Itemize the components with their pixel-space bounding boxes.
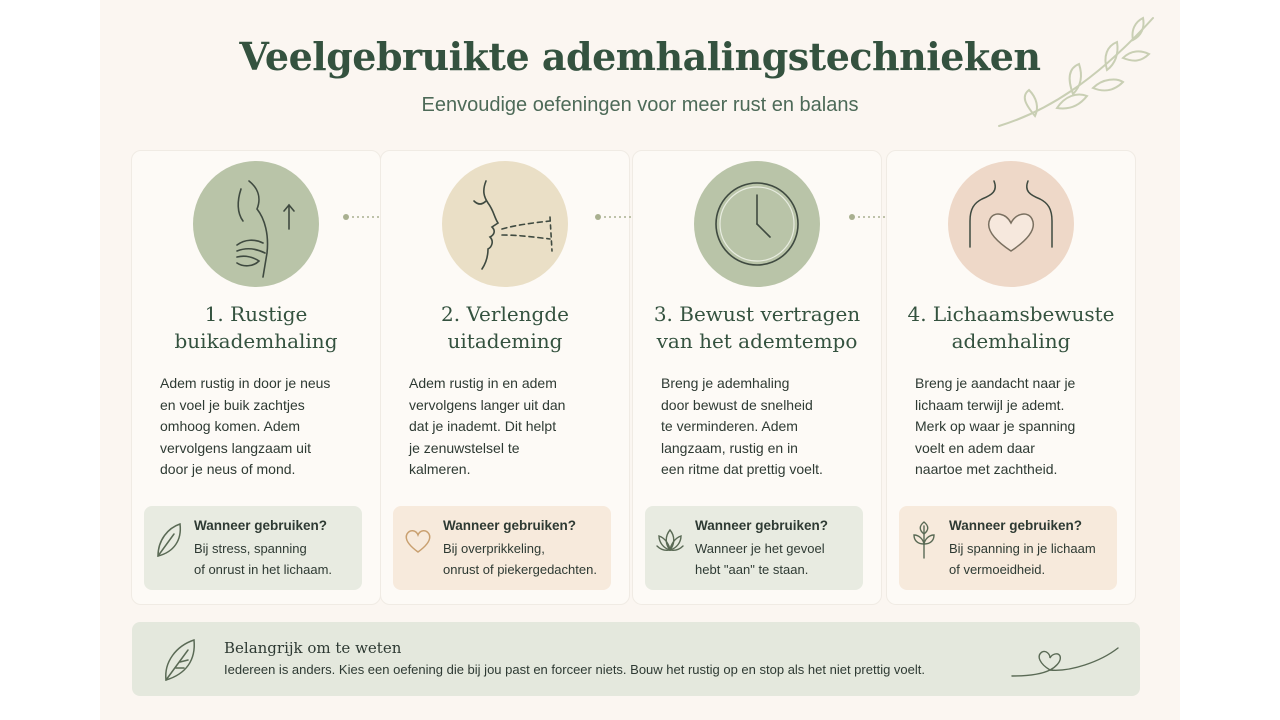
when-title: Wanneer gebruiken? xyxy=(194,518,328,533)
heart-icon xyxy=(403,520,433,560)
body-heart-icon xyxy=(948,161,1074,287)
when-title: Wanneer gebruiken? xyxy=(695,518,829,533)
leaf-branch-icon xyxy=(995,12,1160,132)
card-title: 1. Rustige buikademhaling xyxy=(174,302,338,353)
when-to-use-box xyxy=(899,506,1117,590)
when-title: Wanneer gebruiken? xyxy=(443,518,577,533)
when-text: Bij overprikkeling, onrust of piekergedachten. xyxy=(443,541,597,577)
when-title: Wanneer gebruiken? xyxy=(949,518,1083,533)
leaf-icon xyxy=(154,520,184,560)
card-title: 3. Bewust vertragen van het ademtempo xyxy=(653,302,861,353)
when-text: Wanneer je het gevoel hebt "aan" te staan. xyxy=(695,541,825,577)
card-description: Breng je aandacht naar je lichaam terwijl je ademt. Merk op waar je spanning voelt en adem daar naartoe met zachtheid. xyxy=(915,375,1076,477)
important-note xyxy=(132,622,1140,696)
exhale-face-icon xyxy=(442,161,568,287)
card-description: Breng je ademhaling door bewust de snelheid te verminderen. Adem langzaam, rustig en in een ritme dat prettig voelt. xyxy=(661,375,823,477)
technique-card-3 xyxy=(632,150,882,605)
card-description: Adem rustig in door je neus en voel je buik zachtjes omhoog komen. Adem vervolgens langzaam uit door je neus of mond. xyxy=(160,375,331,477)
when-to-use-box xyxy=(144,506,362,590)
when-to-use-box xyxy=(393,506,611,590)
card-title: 2. Verlengde uitademing xyxy=(441,302,569,353)
sprout-icon xyxy=(909,520,939,560)
belly-breathing-icon xyxy=(193,161,319,287)
note-title: Belangrijk om te weten xyxy=(224,639,402,657)
when-to-use-box xyxy=(645,506,863,590)
card-title: 4. Lichaamsbewuste ademhaling xyxy=(907,302,1115,353)
heart-line-icon xyxy=(1010,642,1122,682)
card-description: Adem rustig in en adem vervolgens langer uit dan dat je inademt. Dit helpt je zenuwstelsel te kalmeren. xyxy=(409,375,566,477)
page-subtitle: Eenvoudige oefeningen voor meer rust en balans xyxy=(421,94,859,116)
when-text: Bij stress, spanning of onrust in het lichaam. xyxy=(194,541,333,577)
page-title: Veelgebruikte ademhalingstechnieken xyxy=(239,34,1041,79)
when-text: Bij spanning in je lichaam of vermoeidheid. xyxy=(949,541,1096,577)
note-text: Iedereen is anders. Kies een oefening die bij jou past en forceer niets. Bouw het rustig op en stop als het niet prettig voelt. xyxy=(224,662,925,677)
technique-card-2 xyxy=(380,150,630,605)
clock-icon xyxy=(694,161,820,287)
leaf-icon xyxy=(160,636,200,684)
technique-card-4 xyxy=(886,150,1136,605)
lotus-icon xyxy=(655,520,685,560)
